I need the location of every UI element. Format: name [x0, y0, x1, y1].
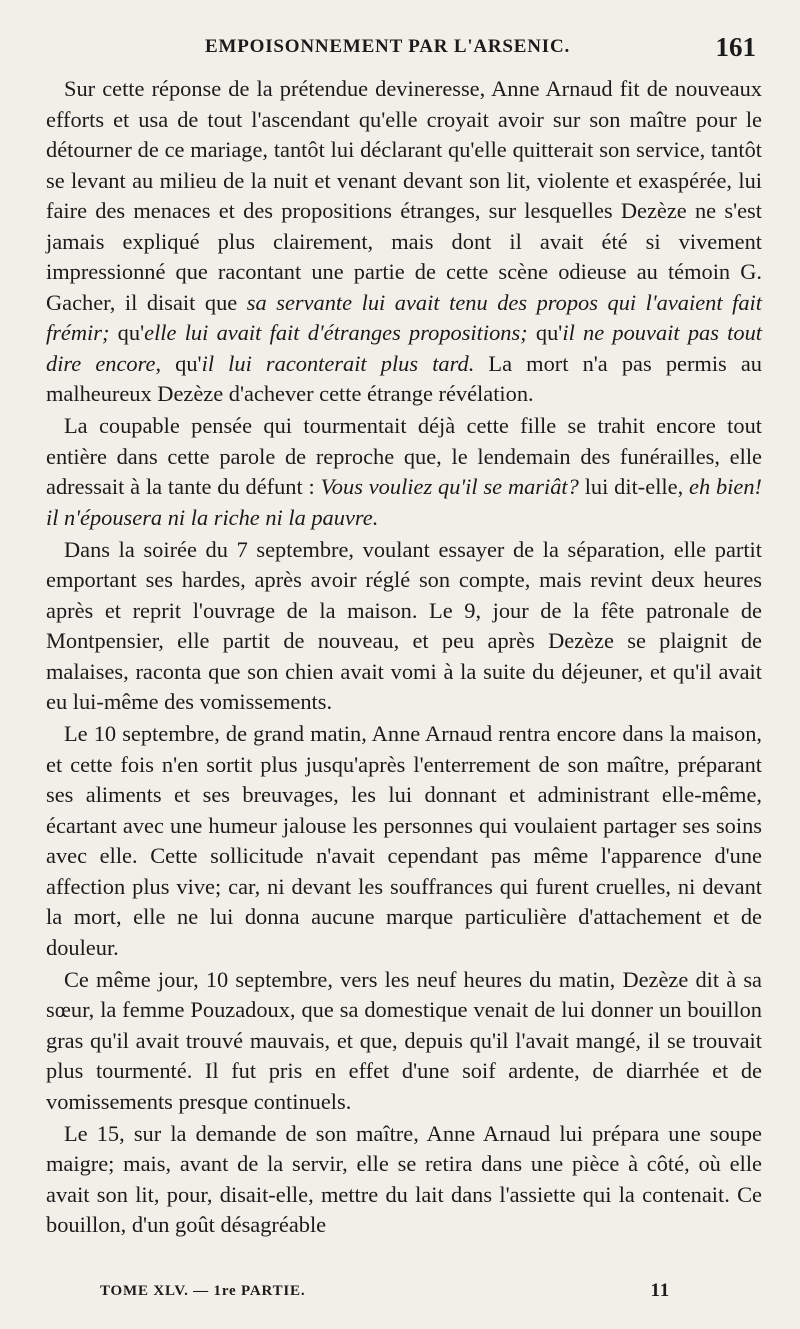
- italic-text: elle lui avait fait d'étranges propositions;: [144, 320, 528, 345]
- paragraph: [46, 965, 762, 1118]
- text-run: , qu': [155, 350, 202, 376]
- running-header: [0, 30, 800, 70]
- text-run: Le 10 septembre, de grand matin, Anne Arnaud rentra encore dans la maison, et cette fois n'en sortit plus jusqu'après l'enterrement de son maître, préparant ses aliments et ses breuvages, les lui donnant et administrant elle-même, écartant avec une humeur jalouse les personnes qui voulaient partager ses soins avec elle. Cette sollicitude n'avait cependant pas même l'apparence d'une affection plus vive; car, ni devant les souffrances qui furent cruelles, ni devant la mort, elle ne lui donna aucune marque particulière d'attachement et de douleur.: [46, 721, 762, 960]
- page-footer: [100, 1280, 700, 1307]
- text-run: qu': [109, 320, 145, 345]
- body-text: [46, 74, 762, 1241]
- text-run: lui dit-elle,: [578, 474, 690, 499]
- italic-text: Vous vouliez qu'il se mariât?: [320, 474, 579, 499]
- text-run: Le 15, sur la demande de son maître, Anne Arnaud lui prépara une soupe maigre; mais, avant de la servir, elle se retira dans une pièce à côté, où elle avait son lit, pour, disait-elle, mettre du lait dans l'assiette qui la contenait. Ce bouillon, d'un goût désagréable: [46, 1120, 762, 1237]
- paragraph: [46, 411, 762, 533]
- text-run: La coupable pensée qui tourmentait déjà cette fille se trahit encore tout entière dans cette parole de reproche que, le lendemain des funérailles, elle adressait à la tante du défunt :: [46, 413, 762, 499]
- text-run: qu': [527, 320, 563, 345]
- paragraph: [46, 719, 762, 963]
- text-run: Dans la soirée du 7 septembre, voulant essayer de la séparation, elle partit emportant ses hardes, après avoir réglé son compte, mais revint deux heures après et reprit l'ouvrage de la maison. Le 9, jour de la fête patronale de Montpensier, elle partit de nouveau, et peu après Dezèze se plaignit de malaises, raconta que son chien avait vomi à la suite du déjeuner, et qu'il avait eu lui-même des vomissements.: [46, 536, 762, 714]
- text-run: La mort n'a pas permis au malheureux Dezèze d'achever cette étrange révélation.: [46, 350, 763, 406]
- running-title: EMPOISONNEMENT PAR L'ARSENIC.: [205, 36, 571, 57]
- text-run: Ce même jour, 10 septembre, vers les neuf heures du matin, Dezèze dit à sa sœur, la femme Pouzadoux, que sa domestique venait de lui donner un bouillon gras qu'il avait trouvé mauvais, et que, depuis qu'il l'avait mangé, il se trouvait plus tourmenté. Il fut pris en effet d'une soif ardente, de diarrhée et de vomissements presque continuels.: [46, 966, 762, 1114]
- text-run: Sur cette réponse de la prétendue devineresse, Anne Arnaud fit de nouveaux efforts et usa de tout l'ascendant qu'elle croyait avoir sur son maître pour le détourner de ce mariage, tantôt lui déclarant qu'elle quitterait son service, tantôt se levant au milieu de la nuit et venant devant son lit, violente et exaspérée, lui faire des menaces et des propositions étranges, sur lesquelles Dezèze ne s'est jamais expliqué plus clairement, mais dont il avait été si vivement impressionné que racontant une partie de cette scène odieuse au témoin G. Gacher, il disait que: [46, 76, 762, 315]
- volume-label: TOME XLV. — 1re PARTIE.: [100, 1283, 306, 1299]
- italic-text: il lui raconterait plus tard.: [201, 350, 475, 376]
- italic-text: eh bien! il n'épousera ni la riche ni la pauvre.: [46, 474, 762, 530]
- sheet-signature: 11: [650, 1280, 670, 1301]
- paragraph: [46, 1119, 762, 1241]
- paragraph: [46, 535, 762, 718]
- italic-text: il ne pouvait pas tout dire encore: [46, 320, 763, 376]
- italic-text: sa servante lui avait tenu des propos qui l'avaient fait frémir;: [46, 289, 762, 345]
- page-number: 161: [715, 32, 756, 62]
- paragraph: [46, 74, 762, 410]
